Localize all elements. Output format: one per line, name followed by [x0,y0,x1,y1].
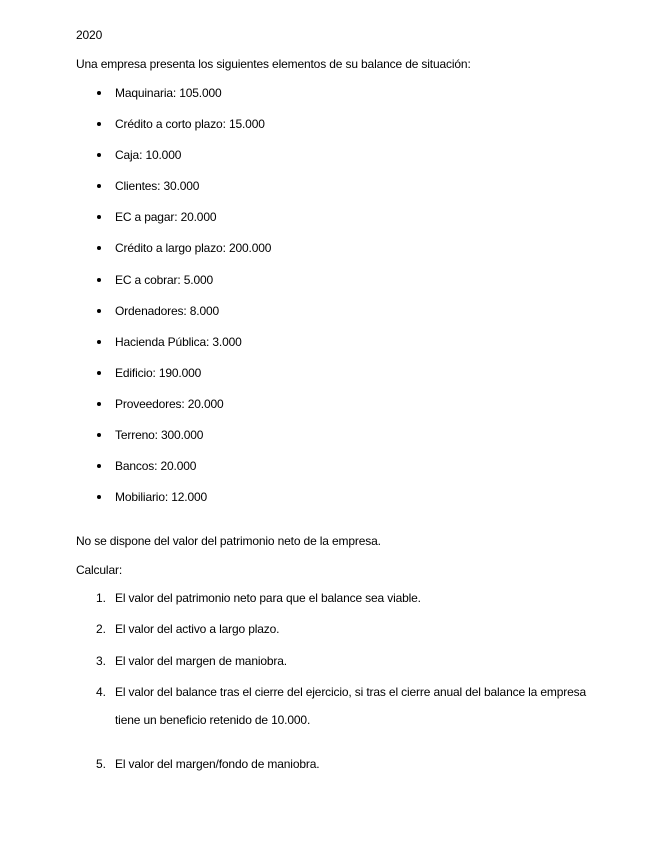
question-number: 1. [96,591,107,605]
bullet-icon [97,122,101,126]
bullet-icon [97,184,101,188]
question-text: El valor del margen de maniobra. [115,654,287,668]
question-text: El valor del margen/fondo de maniobra. [115,757,320,771]
list-item: Terreno: 300.000 [115,428,204,442]
list-item: Mobiliario: 12.000 [115,490,208,504]
bullet-icon [97,278,101,282]
bullet-icon [97,433,101,437]
list-item: Hacienda Pública: 3.000 [115,335,242,349]
list-item: Crédito a largo plazo: 200.000 [115,241,272,255]
bullet-icon [97,246,101,250]
question-text: El valor del activo a largo plazo. [115,622,280,636]
question-number: 4. [96,685,107,699]
question-number: 2. [96,622,107,636]
bullet-icon [97,309,101,313]
bullet-icon [97,371,101,375]
bullet-icon [97,91,101,95]
bullet-icon [97,495,101,499]
bullet-icon [97,153,101,157]
year-heading: 2020 [76,28,103,42]
bullet-icon [97,402,101,406]
list-item: Maquinaria: 105.000 [115,86,222,100]
bullet-icon [97,215,101,219]
list-item: Clientes: 30.000 [115,179,200,193]
list-item: Crédito a corto plazo: 15.000 [115,117,265,131]
question-number: 3. [96,654,107,668]
note-paragraph: No se dispone del valor del patrimonio neto de la empresa. [76,534,381,548]
list-item: Edificio: 190.000 [115,366,202,380]
list-item: EC a pagar: 20.000 [115,210,217,224]
list-item: Caja: 10.000 [115,148,182,162]
list-item: Proveedores: 20.000 [115,397,224,411]
list-item: Ordenadores: 8.000 [115,304,220,318]
question-text: El valor del balance tras el cierre del ejercicio, si tras el cierre anual del balance la empresa [115,685,587,699]
list-item: EC a cobrar: 5.000 [115,273,214,287]
bullet-icon [97,464,101,468]
list-item: Bancos: 20.000 [115,459,197,473]
question-number: 5. [96,757,107,771]
bullet-icon [97,340,101,344]
question-text-continuation: tiene un beneficio retenido de 10.000. [115,713,311,727]
intro-paragraph: Una empresa presenta los siguientes elementos de su balance de situación: [76,57,471,71]
question-text: El valor del patrimonio neto para que el balance sea viable. [115,591,421,605]
calc-label: Calcular: [76,563,122,577]
